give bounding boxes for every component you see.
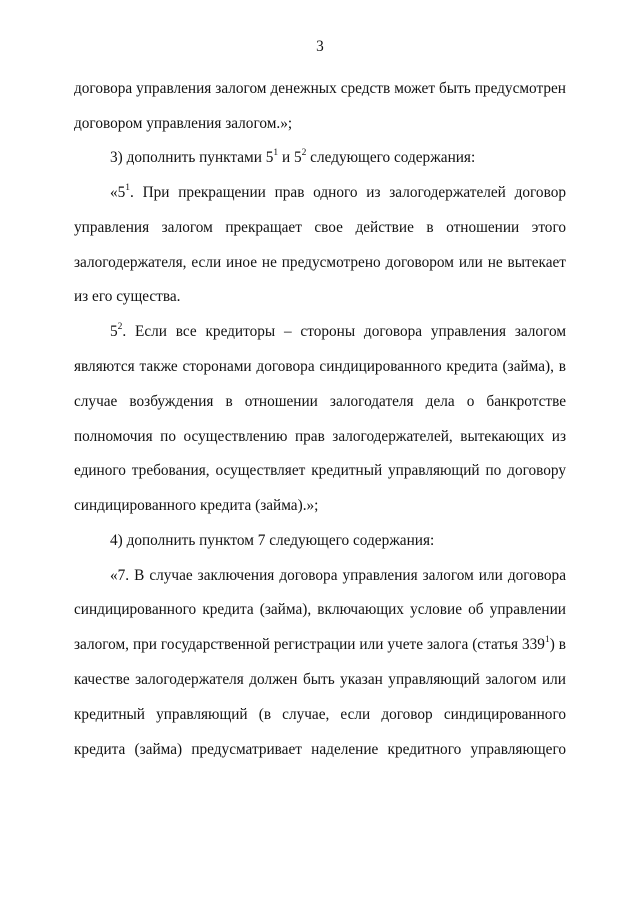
text-line: из его существа. — [74, 288, 181, 305]
text-line: единого требования, осуществляет кредитный управляющий по договору — [74, 462, 566, 479]
text-line: договора управления залогом денежных средств может быть предусмотрен — [74, 80, 566, 97]
text-line: являются также сторонами договора синдицированного кредита (займа), в — [74, 358, 566, 375]
text-line: случае возбуждения в отношении залогодателя дела о банкротстве — [74, 393, 566, 410]
text-line: 3) дополнить пунктами $5^1$ и $5^2$ следующего содержания: — [110, 147, 476, 166]
text-line: «$5^1$. При прекращении прав одного из залогодержателей договор — [110, 182, 566, 201]
text-line: «7. В случае заключения договора управления залогом или договора — [110, 567, 566, 584]
text-line: синдицированного кредита (займа).»; — [74, 497, 319, 514]
text-line: $5^2$. Если все кредиторы – стороны договора управления залогом — [110, 321, 566, 340]
text-line: договором управления залогом.»; — [74, 115, 293, 132]
text-line: 4) дополнить пунктом 7 следующего содержания: — [110, 532, 435, 549]
text-line: залогодержателя, если иное не предусмотрено договором или не вытекает — [74, 254, 566, 271]
text-line: управления залогом прекращает свое действие в отношении этого — [74, 219, 566, 236]
text-line: кредита (займа) предусматривает наделение кредитного управляющего — [74, 741, 566, 758]
text-line: синдицированного кредита (займа), включающих условие об управлении — [74, 601, 566, 618]
text-line: кредитный управляющий (в случае, если договор синдицированного — [74, 706, 566, 723]
text-line: качестве залогодержателя должен быть указан управляющий залогом или — [74, 671, 566, 688]
page-number: 3 — [316, 38, 324, 55]
text-line: полномочия по осуществлению прав залогодержателей, вытекающих из — [74, 428, 566, 445]
text-line: залогом, при государственной регистрации или учете залога (статья $339^1$) в — [74, 634, 566, 653]
